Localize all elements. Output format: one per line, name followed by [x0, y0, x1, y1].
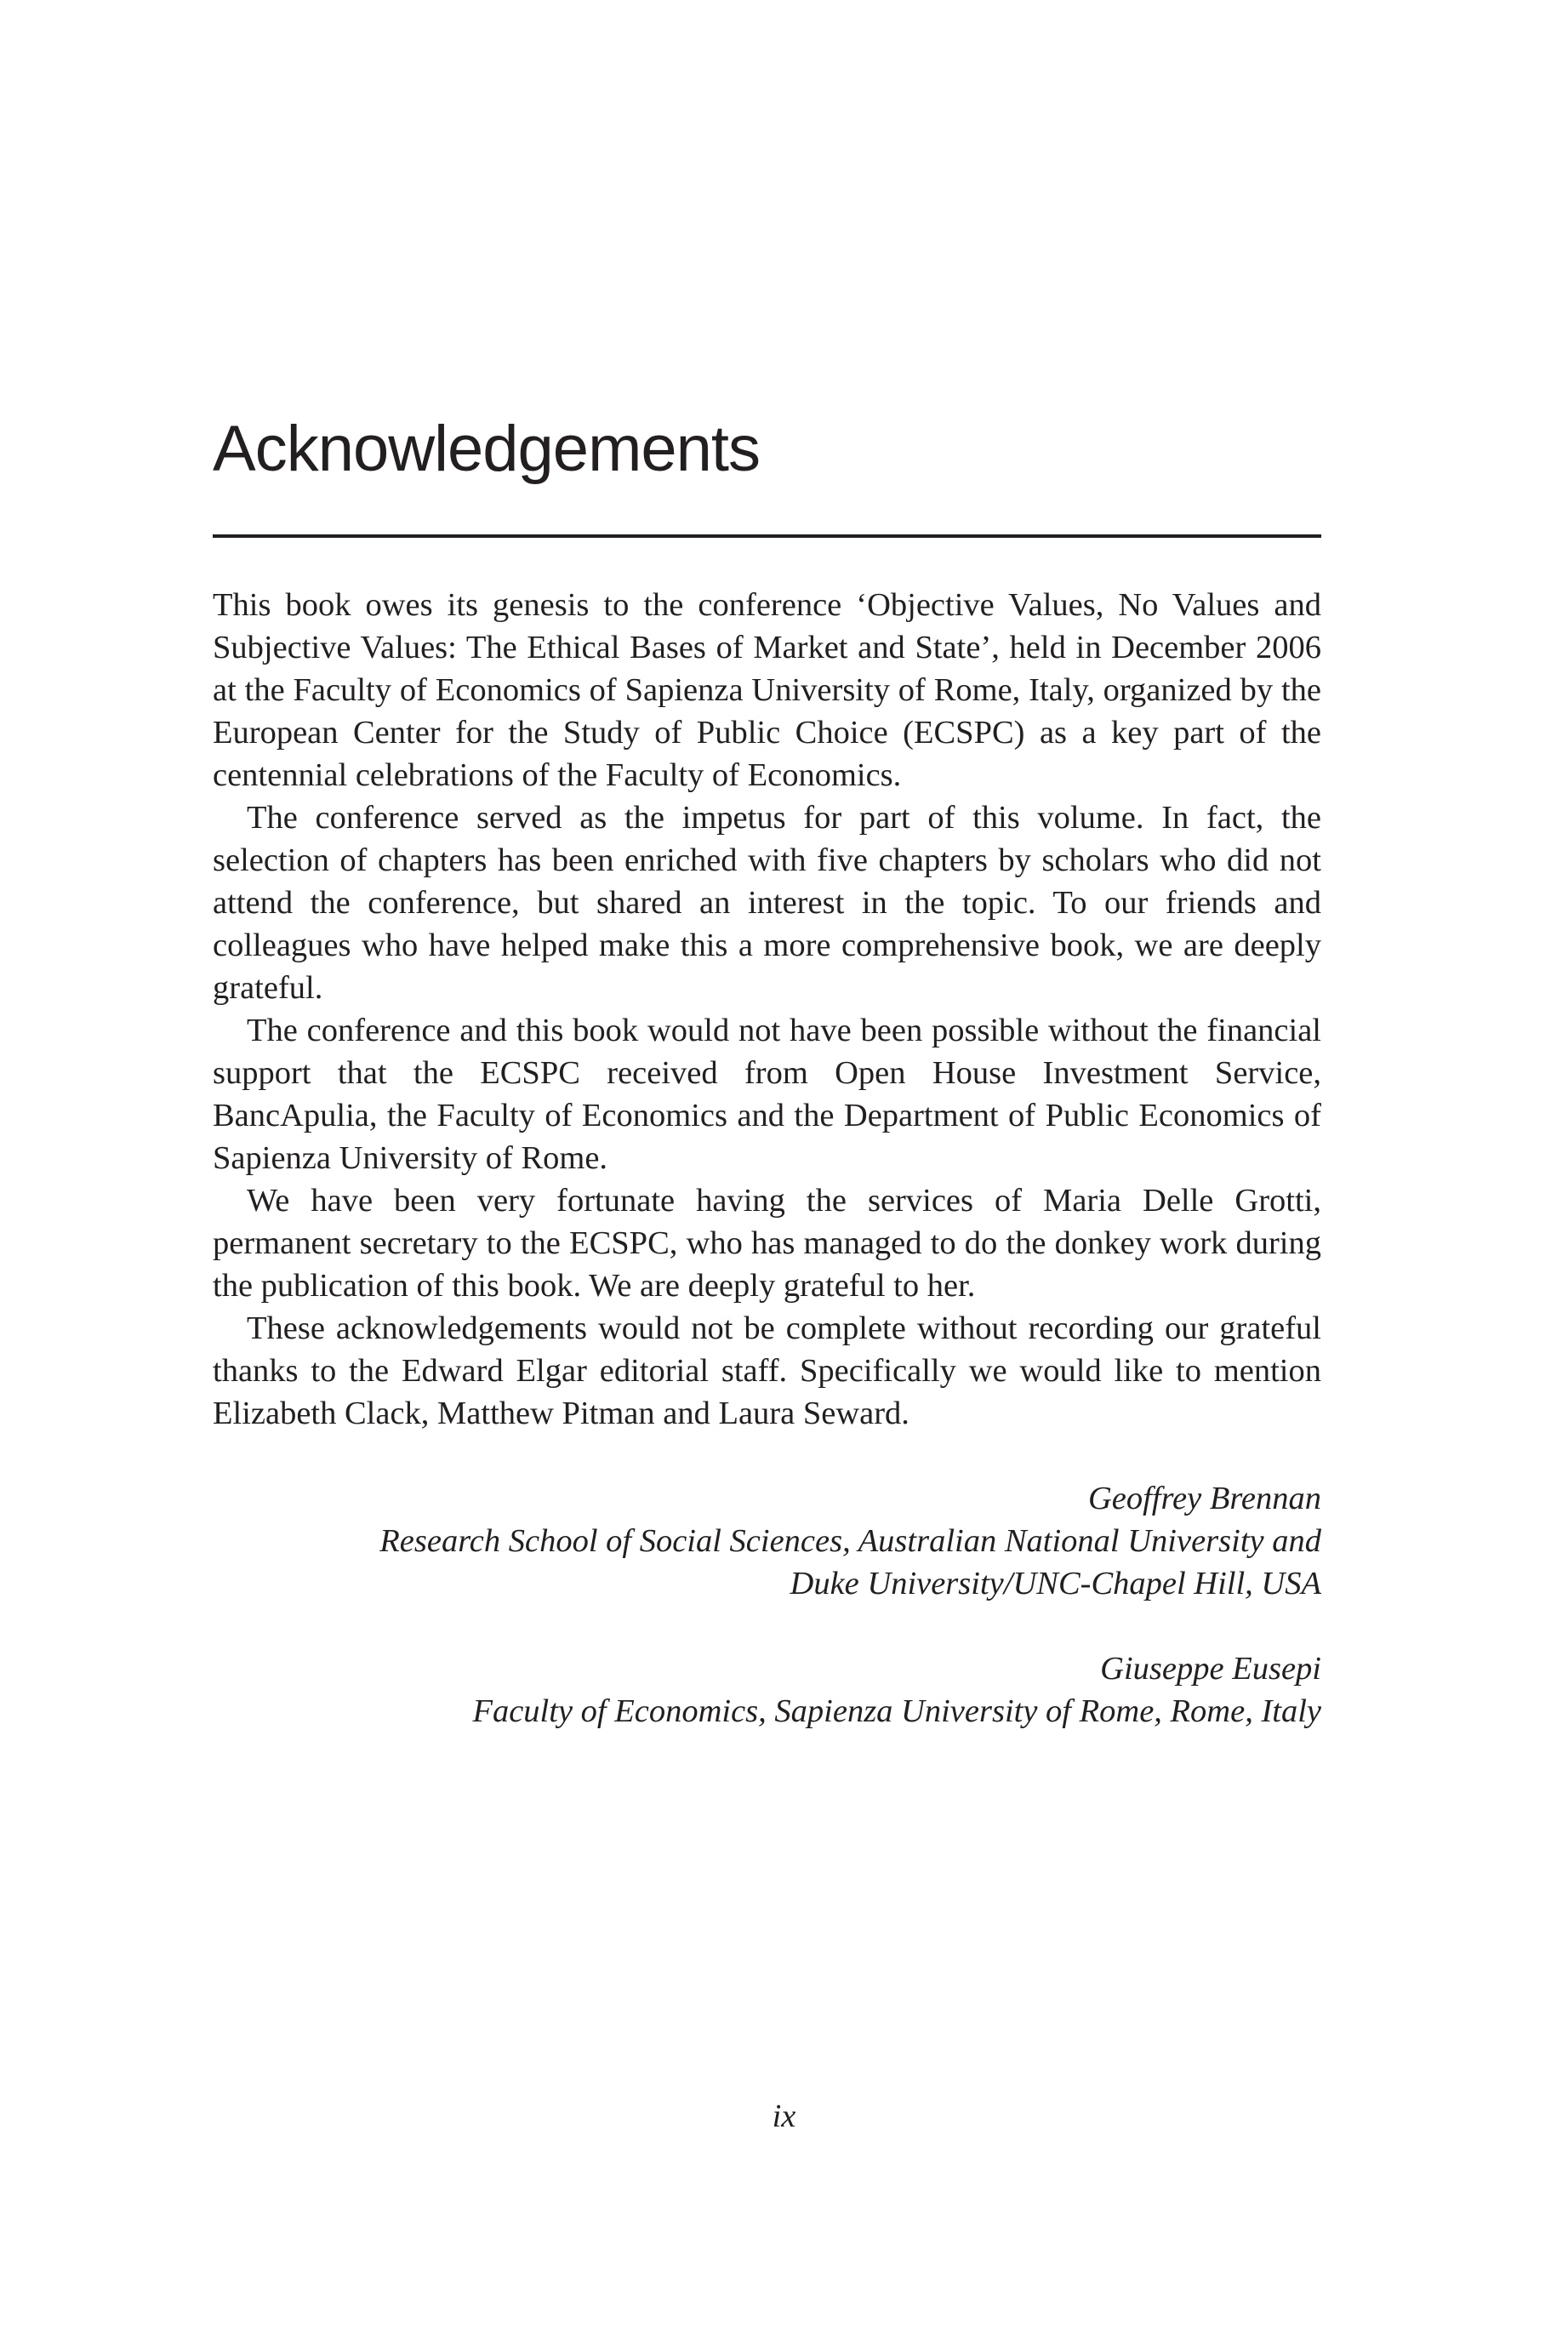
signatory-name: Geoffrey Brennan	[1087, 1481, 1321, 1516]
acknowledgements-body	[213, 584, 1321, 1435]
signatory-affiliation: Research School of Social Sciences, Australian National University and	[379, 1523, 1321, 1559]
signatory-name: Giuseppe Eusepi	[1100, 1651, 1321, 1687]
page-title: Acknowledgements	[213, 413, 761, 485]
paragraph-genesis: This book owes its genesis to the conference ‘Objective Values, No Values and Subjective Values: The Ethical Bases of Market and State’, held in December 2006 at the Faculty of Economics of Sapienza University of Rome, Italy, organized by the European Center for the Study of Public Choice (ECSPC) as a key part of the centennial celebrations of the Faculty of Economics.	[213, 587, 1321, 793]
signatory-affiliation: Duke University/UNC-Chapel Hill, USA	[790, 1566, 1321, 1601]
paragraph-editorial-staff: These acknowledgements would not be complete without recording our grateful thanks to the Edward Elgar editorial staff. Specifically we would like to mention Elizabeth Clack, Matthew Pitman and Laura Seward.	[213, 1310, 1321, 1431]
paragraph-funding: The conference and this book would not have been possible without the financial support that the ECSPC received from Open House Investment Service, BancApulia, the Faculty of Economics and the Department of Public Economics of Sapienza University of Rome.	[213, 1013, 1321, 1176]
title-rule	[213, 534, 1321, 538]
paragraph-conference: The conference served as the impetus for part of this volume. In fact, the selection of chapters has been enriched with five chapters by scholars who did not attend the conference, but shared an interest in the topic. To our friends and colleagues who have helped make this a more comprehensive book, we are deeply grateful.	[213, 800, 1321, 1006]
signature-eusepi	[213, 1647, 1321, 1733]
signatures	[213, 1477, 1321, 1775]
signature-brennan	[213, 1477, 1321, 1605]
signatory-affiliation: Faculty of Economics, Sapienza University of Rome, Rome, Italy	[472, 1693, 1321, 1729]
paragraph-secretary: We have been very fortunate having the services of Maria Delle Grotti, permanent secretary to the ECSPC, who has managed to do the donkey work during the publication of this book. We are deeply grateful to her.	[213, 1183, 1321, 1304]
page-number: ix	[772, 2098, 796, 2134]
